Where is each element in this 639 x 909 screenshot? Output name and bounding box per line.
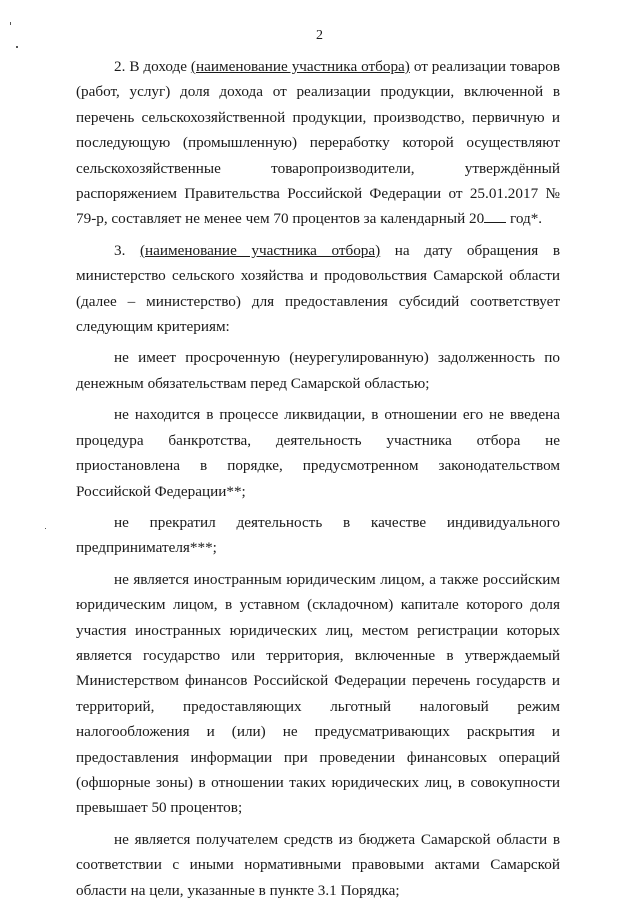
scan-speck bbox=[16, 46, 18, 48]
participant-name-placeholder: (наименование участника отбора) bbox=[139, 241, 381, 259]
scan-speck bbox=[45, 528, 46, 529]
criterion-item: не находится в процессе ликвидации, в отношении его не введена процедура банкротства, деятельность участника отбора не приостановлена в порядке, предусмотренном законодательством Российской Федерации**; bbox=[76, 406, 560, 500]
paragraph-text: год*. bbox=[509, 210, 543, 228]
criterion-item: не является иностранным юридическим лицом, а также российским юридическим лицом, в уставном (складочном) капитале которого доля участия иностранных юридических лиц, местом регистрации которых является государство или территория, включенные в утверждаемый Министерством финансов Российской Федерации перечень государств и территорий, предоставляющих льготный налоговый режим налогообложения и (или) не предусматривающих раскрытия и предоставления информации при проведении финансовых операций (офшорные зоны) в отношении таких юридических лиц, в совокупности превышает 50 процентов; bbox=[76, 570, 560, 817]
paragraph-3 bbox=[76, 238, 560, 340]
criterion-item: не является получателем средств из бюджета Самарской области в соответствии с иными нормативными правовыми актами Самарской области на цели, указанные в пункте 3.1 Порядка; bbox=[76, 830, 560, 899]
participant-name-placeholder: (наименование участника отбора) bbox=[190, 58, 410, 75]
paragraph-number: 3. bbox=[114, 241, 126, 259]
paragraph-text: на дату обращения в министерство сельского хозяйства и продовольствия Самарской области (далее – министерство) для предоставления субсидий соответствует следующим критериям: bbox=[76, 241, 560, 336]
page-number: 2 bbox=[316, 28, 323, 43]
scan-speck bbox=[10, 22, 11, 25]
criterion-item: не имеет просроченную (неурегулированную) задолженность по денежным обязательствам перед Самарской областью; bbox=[76, 349, 560, 392]
paragraph-text: от реализации товаров (работ, услуг) доля дохода от реализации продукции, включенной в перечень сельскохозяйственной продукции, производство, первичную и последующую (промышленную) переработку которой осуществляют сельскохозяйственные товаропроизводители, утверждённый распоряжением Правительства Российской Федерации от 25.01.2017 № 79-р, составляет не менее чем 70 процентов за календарный 20 bbox=[76, 58, 561, 228]
document-body bbox=[76, 54, 560, 909]
paragraph-2 bbox=[76, 54, 560, 232]
paragraph-number: 2. bbox=[114, 58, 126, 75]
criterion-item: не прекратил деятельность в качестве индивидуального предпринимателя***; bbox=[76, 513, 560, 557]
year-blank bbox=[484, 210, 506, 223]
paragraph-text: В доходе bbox=[129, 58, 187, 75]
